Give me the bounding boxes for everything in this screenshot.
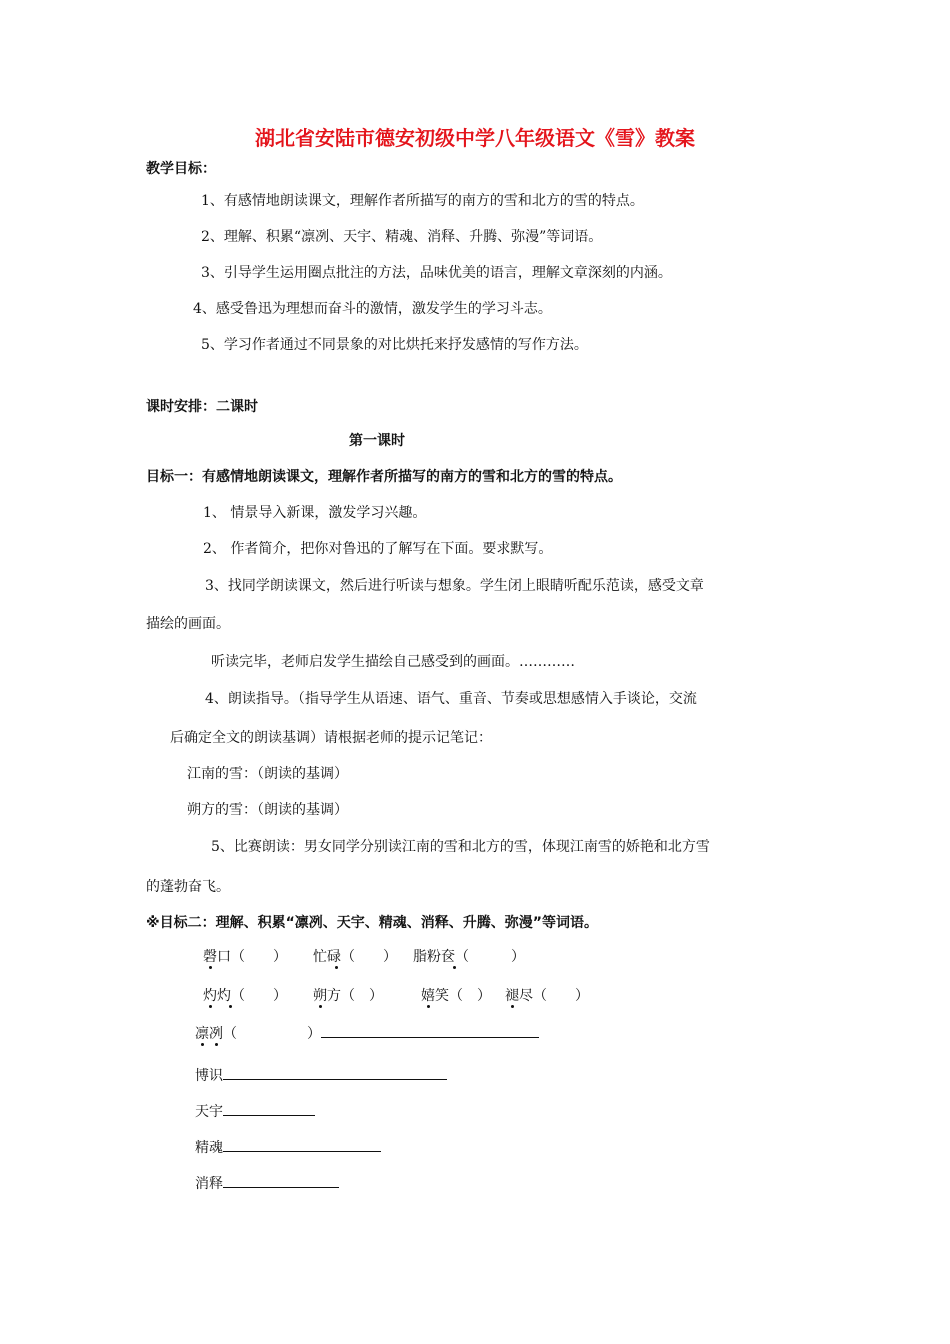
goal-item: 4、感受鲁迅为理想而奋斗的激情，激发学生的学习斗志。 — [193, 301, 552, 317]
vocab-item: 朔方（ ） — [313, 988, 383, 1004]
emphasis-dot — [215, 1043, 218, 1046]
answer-blank[interactable] — [223, 1065, 447, 1080]
vocab-label: 消释 — [195, 1176, 223, 1192]
vocab-lin — [195, 1023, 539, 1043]
goal-item: 5、学习作者通过不同景象的对比烘托来抒发感情的写作方法。 — [201, 337, 588, 353]
answer-blank[interactable] — [223, 1173, 339, 1188]
goal-item: 1、有感情地朗读课文，理解作者所描写的南方的雪和北方的雪的特点。 — [201, 193, 644, 209]
step-3: 3、找同学朗读课文，然后进行听读与想象。学生闭上眼睛听配乐范读，感受文章 — [205, 578, 704, 594]
step-3-cont: 描绘的画面。 — [146, 616, 230, 632]
vocab-item: 嬉笑（ ） — [421, 988, 491, 1004]
emphasis-dot — [319, 1005, 322, 1008]
vocab-item: 灼灼（ ） — [203, 988, 287, 1004]
note-jiangnan: 江南的雪：（朗读的基调） — [187, 766, 348, 782]
document-title: 湖北省安陆市德安初级中学八年级语文《雪》教案 — [255, 126, 695, 150]
vocab-boshi — [195, 1065, 447, 1085]
vocab-label: 精魂 — [195, 1140, 223, 1156]
emphasis-dot — [511, 1005, 514, 1008]
vocab-item: 忙碌（ ） — [313, 949, 397, 965]
emphasis-dot — [229, 1005, 232, 1008]
vocab-label: 天宇 — [195, 1104, 223, 1120]
emphasis-dot — [335, 966, 338, 969]
step-5-cont: 的蓬勃奋飞。 — [146, 879, 230, 895]
schedule: 课时安排：二课时 — [146, 399, 258, 415]
vocab-item: 脂粉奁（ ） — [413, 949, 525, 965]
emphasis-dot — [201, 1043, 204, 1046]
vocab-xiaoshi — [195, 1173, 339, 1193]
goal-item: 3、引导学生运用圈点批注的方法，品味优美的语言，理解文章深刻的内涵。 — [201, 265, 672, 281]
vocab-item: 磬口（ ） — [203, 949, 287, 965]
answer-blank[interactable] — [223, 1137, 381, 1152]
note-shuofang: 朔方的雪：（朗读的基调） — [187, 802, 348, 818]
vocab-tianyu — [195, 1101, 315, 1121]
emphasis-dot — [427, 1005, 430, 1008]
emphasis-dot — [453, 966, 456, 969]
goal-item: 2、理解、积累“凛冽、天宇、精魂、消释、升腾、弥漫”等词语。 — [201, 229, 603, 245]
vocab-label: 凛冽（ ） — [195, 1026, 321, 1042]
step-3-note: 听读完毕，老师启发学生描绘自己感受到的画面。………… — [211, 654, 575, 670]
objective-one: 目标一：有感情地朗读课文，理解作者所描写的南方的雪和北方的雪的特点。 — [146, 469, 622, 485]
vocab-label: 博识 — [195, 1068, 223, 1084]
answer-blank[interactable] — [321, 1023, 539, 1038]
lesson-heading: 第一课时 — [349, 433, 405, 449]
step-4-cont: 后确定全文的朗读基调）请根据老师的提示记笔记： — [170, 730, 492, 746]
emphasis-dot — [209, 1005, 212, 1008]
step-1: 1、 情景导入新课，激发学习兴趣。 — [203, 505, 427, 521]
goals-heading: 教学目标： — [146, 161, 216, 177]
emphasis-dot — [209, 966, 212, 969]
vocab-jinghun — [195, 1137, 381, 1157]
objective-two: ※目标二：理解、积累“凛冽、天宇、精魂、消释、升腾、弥漫”等词语。 — [146, 915, 599, 931]
step-4: 4、朗读指导。（指导学生从语速、语气、重音、节奏或思想感情入手谈论，交流 — [205, 691, 697, 707]
vocab-item: 褪尽（ ） — [505, 988, 589, 1004]
step-2: 2、 作者简介，把你对鲁迅的了解写在下面。要求默写。 — [203, 541, 553, 557]
step-5: 5、比赛朗读：男女同学分别读江南的雪和北方的雪，体现江南雪的娇艳和北方雪 — [211, 839, 710, 855]
answer-blank[interactable] — [223, 1101, 315, 1116]
